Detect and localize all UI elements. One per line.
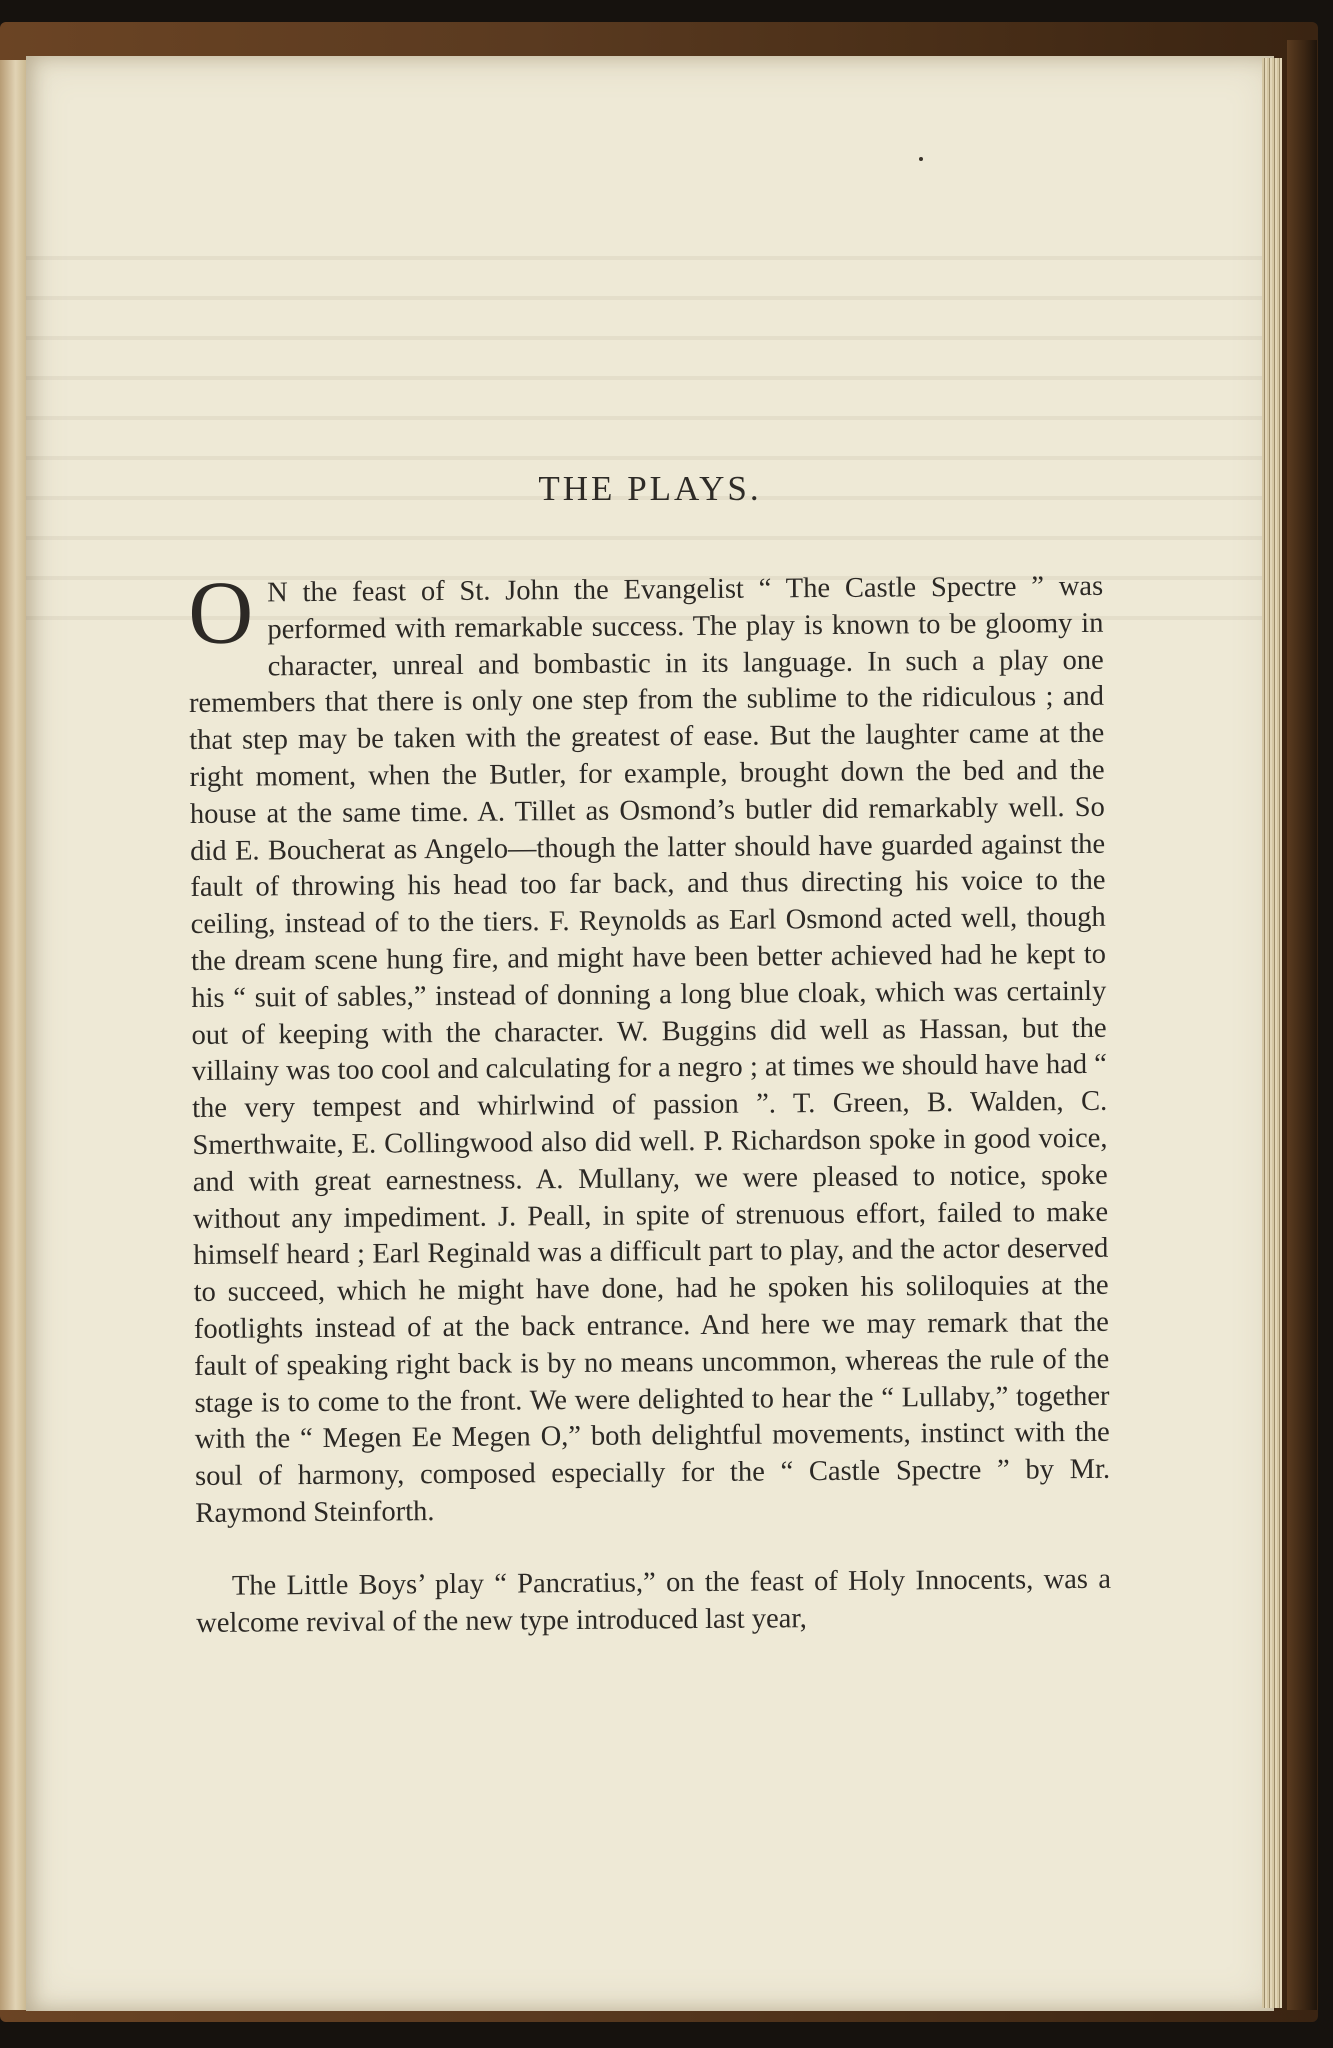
paragraph-2: The Little Boys’ play “ Pancratius,” on the feast of Holy Innocents, was a welcome revival of the new type introduced last year, [196,1563,1112,1639]
page-block-edges [1262,58,1282,2008]
cover-spine-edge [1287,40,1317,2010]
paragraph-1 [187,563,1111,1533]
facing-page-edge [0,60,26,2010]
page-title: THE PLAYS. [538,469,762,509]
paragraph-1-text: N the feast of St. John the Evangelist “ The Castle Spectre ” was performed with remarkable success. The play is known to be gloomy in character, unreal and bombastic in its language. In such a play one remembers that there is only one step from the sublime to the ridiculous ; and that step may be taken with the greatest of ease. But the laughter came at the right moment, when the Butler, for example, brought down the bed and the house at the same time. A. Tillet as Osmond’s butler did remarkably well. So did E. Boucherat as Angelo—though the latter should have guarded against the fault of throwing his head too far back, and thus directing his voice to the ceiling, instead of to the tiers. F. Reynolds as Earl Osmond acted well, though the dream scene hung fire, and might have been better achieved had he kept to his “ suit of sables,” instead of donning a long blue cloak, which was certainly out of keeping with the character. W. Buggins did well as Hassan, but the villainy was too cool and calculating for a negro ; at times we should have had “ the very tempest and whirlwind of passion ”. T. Green, B. Walden, C. Smerthwaite, E. Collingwood also did well. P. Richardson spoke in good voice, and with great earnestness. A. Mullany, we were pleased to notice, spoke without any impediment. J. Peall, in spite of strenuous effort, failed to make himself heard ; Earl Reginald was a difficult part to play, and the actor deserved to succeed, which he might have done, had he spoken his soliloquies at the footlights instead of at the back entrance. And here we may remark that the fault of speaking right back is by no means uncommon, whereas the rule of the stage is to come to the front. We were delighted to hear the “ Lullaby,” together with the “ Megen Ee Megen O,” both delightful movements, instinct with the soul of harmony, composed especially for the “ Castle Spectre ” by Mr. Raymond Steinforth. [188,570,1111,1529]
article-body [187,563,1112,1642]
paper-speck [919,157,923,161]
book-page [26,56,1274,2011]
drop-cap: O [187,563,254,663]
